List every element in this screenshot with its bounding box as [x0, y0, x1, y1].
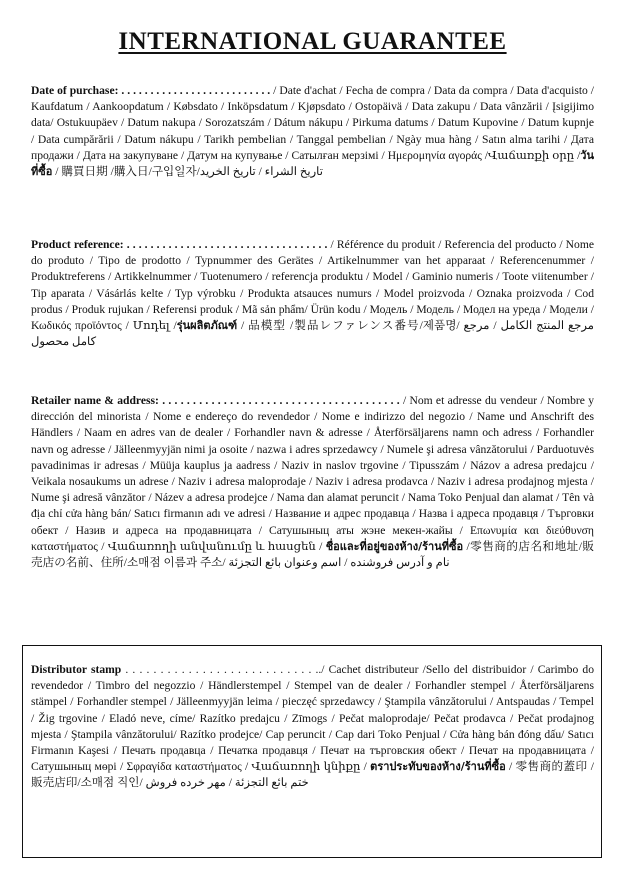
retailer-dots: . . . . . . . . . . . . . . . . . . . . . . . . . . . . . . . . . . . . . . .	[162, 394, 400, 407]
product-reference-asian-translations: / 品模型 /製品レファレンス番号/제품명/ مرجع المنتج الكامل / مرجع کامل محصول	[31, 319, 594, 349]
product-reference-section	[31, 237, 594, 350]
retailer-translations: / Nom et adresse du vendeur / Nombre y dirección del minorista / Nome e endereço do revendedor / Nome e indirizzo del negozio / Name und Anschrift des Händlers / Naam en adres van de dealer / Forhandler navn & adresse / Återförsäljarens namn och adress / Forhandler navn og adresse / Jälleenmyyjän nimi ja osoite / nazwa i adres sprzedawcy / Numele şi adresa vânzătorului / Parduotuvės pavadinimas ir adresas / Müüja kauplus ja aadress / Naziv in naslov trgovine / Tipusszám / Názov a adresa predajcu / Veikala nosaukums un adrese / Naziv i adresa maloprodaje / Naziv i adresa prodavca / Naziv i adresa prodajnog mjesta / Nume şi adresă vânzător / Název a adresa prodejce / Nama dan alamat peruncit / Nama Toko Penjual dan alamat / Tên và địa chỉ cửa hàng bán/ Satıcı firmanın adı ve adresi / Название и адрес продавца / Назва і адреса продавця / Търговки обект / Назив и адреса на продавницата / Сатушыныц аты жэнe мекен-жайы / Επωνυμία και διεύθυνση καταστήματος / Վաճառողի անվանումը և հասցեն /	[31, 394, 594, 553]
retailer-asian-translations: /零售商的店名和地址/販売店の名前、住所/소매점 이름과 주소/ نام و آدرس فروشنده / اسم وعنوان بائع التجزئة	[31, 539, 594, 570]
date-of-purchase-dots: . . . . . . . . . . . . . . . . . . . . . . . . . .	[121, 84, 271, 97]
retailer-section	[31, 393, 594, 571]
distributor-dots: . . . . . . . . . . . . . . . . . . . . . . . . . . . .	[121, 663, 319, 676]
retailer-label: Retailer name & address:	[31, 394, 159, 407]
product-reference-translations: / Référence du produit / Referencia del producto / Nome do produto / Tipo de prodotto / Typnummer des Gerätes / Artikelnummer van het apparaat / Referencenummer / Produktreferens / Artikkelnummer / Tuotenumero / referencja produktu / Model / Gaminio numeris / Toote viitenumber / Tip aparata / Vásárlás kelte / Typ výrobku / Produkta atsauces numurs / Model proizvoda / Oznaka proizvoda / Cod produs / Produk rujukan / Referensi produk / Mã sản phẩm/ Ürün kodu / Модель / Модель / Модел на уреда / Модели / Κωδικός προϊόντος / Մոդել /	[31, 238, 595, 333]
distributor-asian-translations: / 零售商的蓋印 /販売店印/소매점 직인/ ختم بائع التجزئة / مهر خرده فروش	[31, 760, 594, 790]
product-reference-label: Product reference:	[31, 238, 124, 251]
product-reference-dots: . . . . . . . . . . . . . . . . . . . . . . . . . . . . . . . . . .	[126, 238, 328, 251]
date-of-purchase-asian-translations: / 購買日期 /購入日/구입일자/تاريخ الشراء / تاريخ الخريد	[52, 165, 323, 179]
distributor-translations: ./ Cachet distributeur /Sello del distribuidor / Carimbo do revendedor / Timbro del negozzio / Händlerstempel / Stempel van de dealer / Forhandler stempel / Återförsäljarens stämpel / Forhandler stempel / Jälleenmyyjän leima / pieczęć sprzedawcy / Ştampila vânzătorului / Antspaudas / Tempel / Žig trgovine / Eladó neve, címe/ Razítko predajcu / Zīmogs / Pečat maloprodaje/ Pečat prodavca / Pečat prodajnog mjesta / Ştampila vânzătorului/ Razítko prodejce/ Cap peruncit / Cap dari Toko Penjual / Cửa hàng bán đóng dấu/ Satıcı Firmanın Kaşesi / Печать продавца / Печатка продавця / Печат на търговския обект / Печат на продавницата / Сатушыныц мөрі / Σφραγίδα καταστήματος / Վաճառողի կնիքը /	[31, 663, 595, 774]
date-of-purchase-section	[31, 83, 594, 180]
product-reference-thai: รุ่นผลิตภัณฑ์	[176, 319, 238, 333]
date-of-purchase-label: Date of purchase:	[31, 84, 119, 97]
distributor-stamp-section	[31, 662, 594, 792]
distributor-thai: ตราประทับของห้าง/ร้านที่ซื้อ	[370, 760, 506, 774]
retailer-thai: ชื่อและที่อยู่ของห้าง/ร้านที่ซื้อ	[325, 539, 464, 553]
date-of-purchase-translations: / Date d'achat / Fecha de compra / Data da compra / Data d'acquisto / Kaufdatum / Aankoopdatum / Købsdato / Inköpsdatum / Kjøpsdato / Ostopäivä / Data zakupu / Data vânzării / Įsigijimo data/ Ostukuupäev / Datum nakupa / Sorozatszám / Dátum nákupu / Pirkuma datums / Datum Kupovine / Datum kupnje / Data cumpărării / Datum nákupu / Tarikh pembelian / Tanggal pembelian / Ngày mua hàng / Satın alma tarihi / Дата продажи / Дата на закупуване / Датум на купување / Сатылған мерзімі / Ημερομηνία αγοράς /Վաճառքի օրը /	[31, 84, 595, 162]
distributor-label: Distributor stamp	[31, 663, 122, 676]
page-title: INTERNATIONAL GUARANTEE	[118, 28, 507, 55]
date-of-purchase-thai: วันที่ซื้อ	[31, 148, 594, 179]
